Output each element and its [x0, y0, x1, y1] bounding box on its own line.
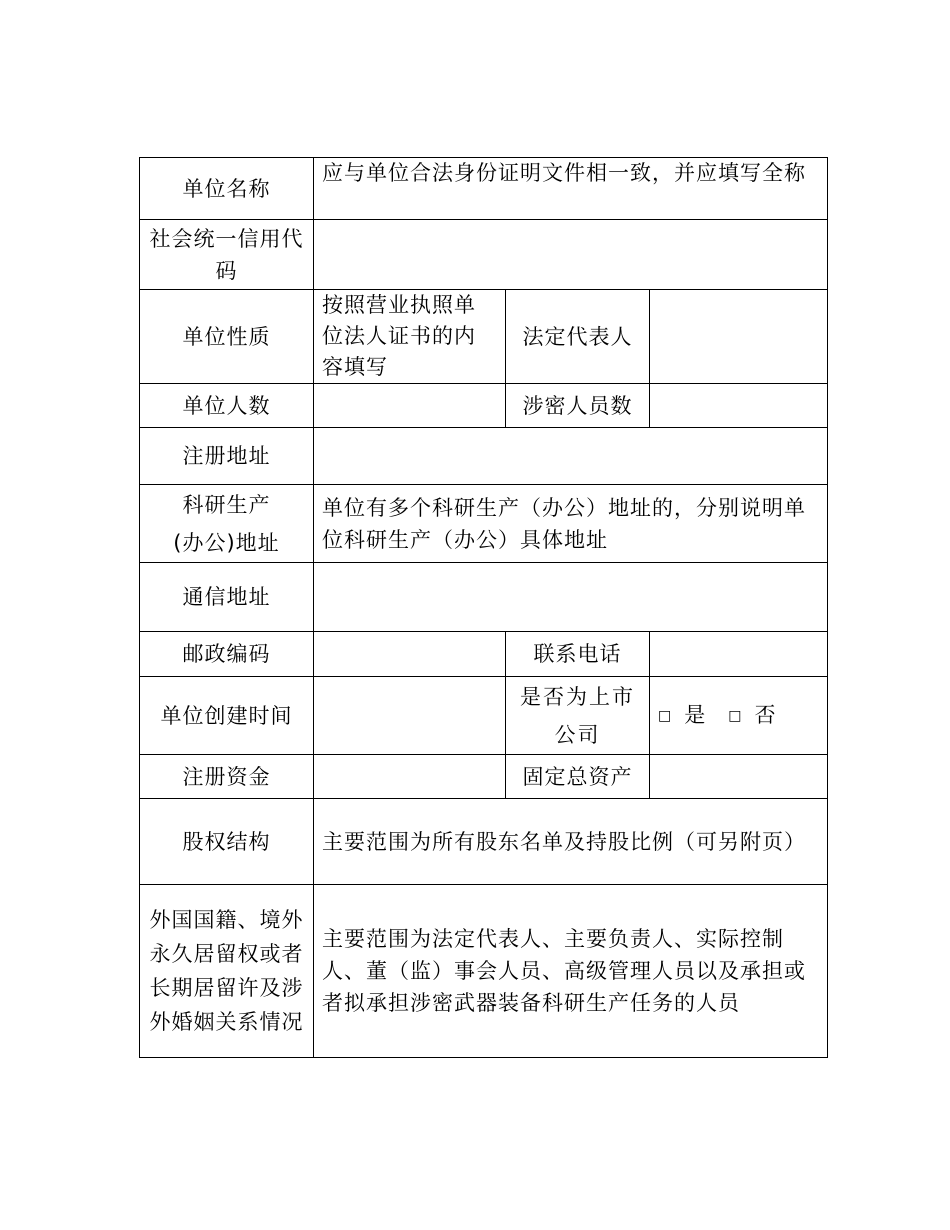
- legal-rep-field[interactable]: [650, 290, 828, 384]
- postcode-field[interactable]: [314, 632, 506, 677]
- row-unit-name: [140, 158, 828, 220]
- foreign-field[interactable]: 主要范围为法定代表人、主要负责人、实际控制人、董（监）事会人员、高级管理人员以及承担或者拟承担涉密武器装备科研生产任务的人员: [314, 885, 828, 1058]
- rd-address-label-line1: 科研生产: [182, 492, 271, 517]
- founded-label: 单位创建时间: [140, 677, 314, 755]
- row-unit-nature: [140, 290, 828, 384]
- staff-count-field[interactable]: [314, 384, 506, 428]
- legal-rep-label: 法定代表人: [506, 290, 650, 384]
- classified-staff-field[interactable]: [650, 384, 828, 428]
- unit-name-field[interactable]: 应与单位合法身份证明文件相一致，并应填写全称: [314, 158, 828, 220]
- staff-count-label: 单位人数: [140, 384, 314, 428]
- listed-yes-checkbox[interactable]: □: [658, 708, 673, 724]
- fixed-assets-field[interactable]: [650, 755, 828, 799]
- rd-address-label: [140, 485, 314, 563]
- credit-code-label: 社会统一信用代码: [140, 220, 314, 290]
- equity-field[interactable]: 主要范围为所有股东名单及持股比例（可另附页）: [314, 799, 828, 885]
- rd-address-label-line2: (办公)地址: [173, 530, 280, 555]
- row-foreign: [140, 885, 828, 1058]
- phone-field[interactable]: [650, 632, 828, 677]
- rd-address-field[interactable]: 单位有多个科研生产（办公）地址的，分别说明单位科研生产（办公）具体地址: [314, 485, 828, 563]
- unit-info-form-table: [139, 157, 828, 1058]
- row-postcode: [140, 632, 828, 677]
- phone-label: 联系电话: [506, 632, 650, 677]
- unit-nature-field[interactable]: 按照营业执照单位法人证书的内容填写: [314, 290, 506, 384]
- fixed-assets-label: 固定总资产: [506, 755, 650, 799]
- postcode-label: 邮政编码: [140, 632, 314, 677]
- unit-name-label: 单位名称: [140, 158, 314, 220]
- row-capital: [140, 755, 828, 799]
- mail-address-field[interactable]: [314, 563, 828, 632]
- row-equity: [140, 799, 828, 885]
- mail-address-label: 通信地址: [140, 563, 314, 632]
- reg-capital-field[interactable]: [314, 755, 506, 799]
- listed-options: [650, 677, 828, 755]
- row-credit-code: [140, 220, 828, 290]
- listed-label: 是否为上市公司: [506, 677, 650, 755]
- row-rd-address: [140, 485, 828, 563]
- foreign-label: 外国国籍、境外永久居留权或者长期居留许及涉外婚姻关系情况: [140, 885, 314, 1058]
- row-founded: [140, 677, 828, 755]
- equity-label: 股权结构: [140, 799, 314, 885]
- reg-capital-label: 注册资金: [140, 755, 314, 799]
- classified-staff-label: 涉密人员数: [506, 384, 650, 428]
- listed-yes-label: 是: [684, 703, 707, 727]
- unit-nature-label: 单位性质: [140, 290, 314, 384]
- row-staff-count: [140, 384, 828, 428]
- credit-code-field[interactable]: [314, 220, 828, 290]
- founded-field[interactable]: [314, 677, 506, 755]
- row-reg-address: [140, 428, 828, 485]
- listed-no-checkbox[interactable]: □: [728, 708, 743, 724]
- listed-no-label: 否: [754, 703, 777, 727]
- row-mail-address: [140, 563, 828, 632]
- reg-address-label: 注册地址: [140, 428, 314, 485]
- reg-address-field[interactable]: [314, 428, 828, 485]
